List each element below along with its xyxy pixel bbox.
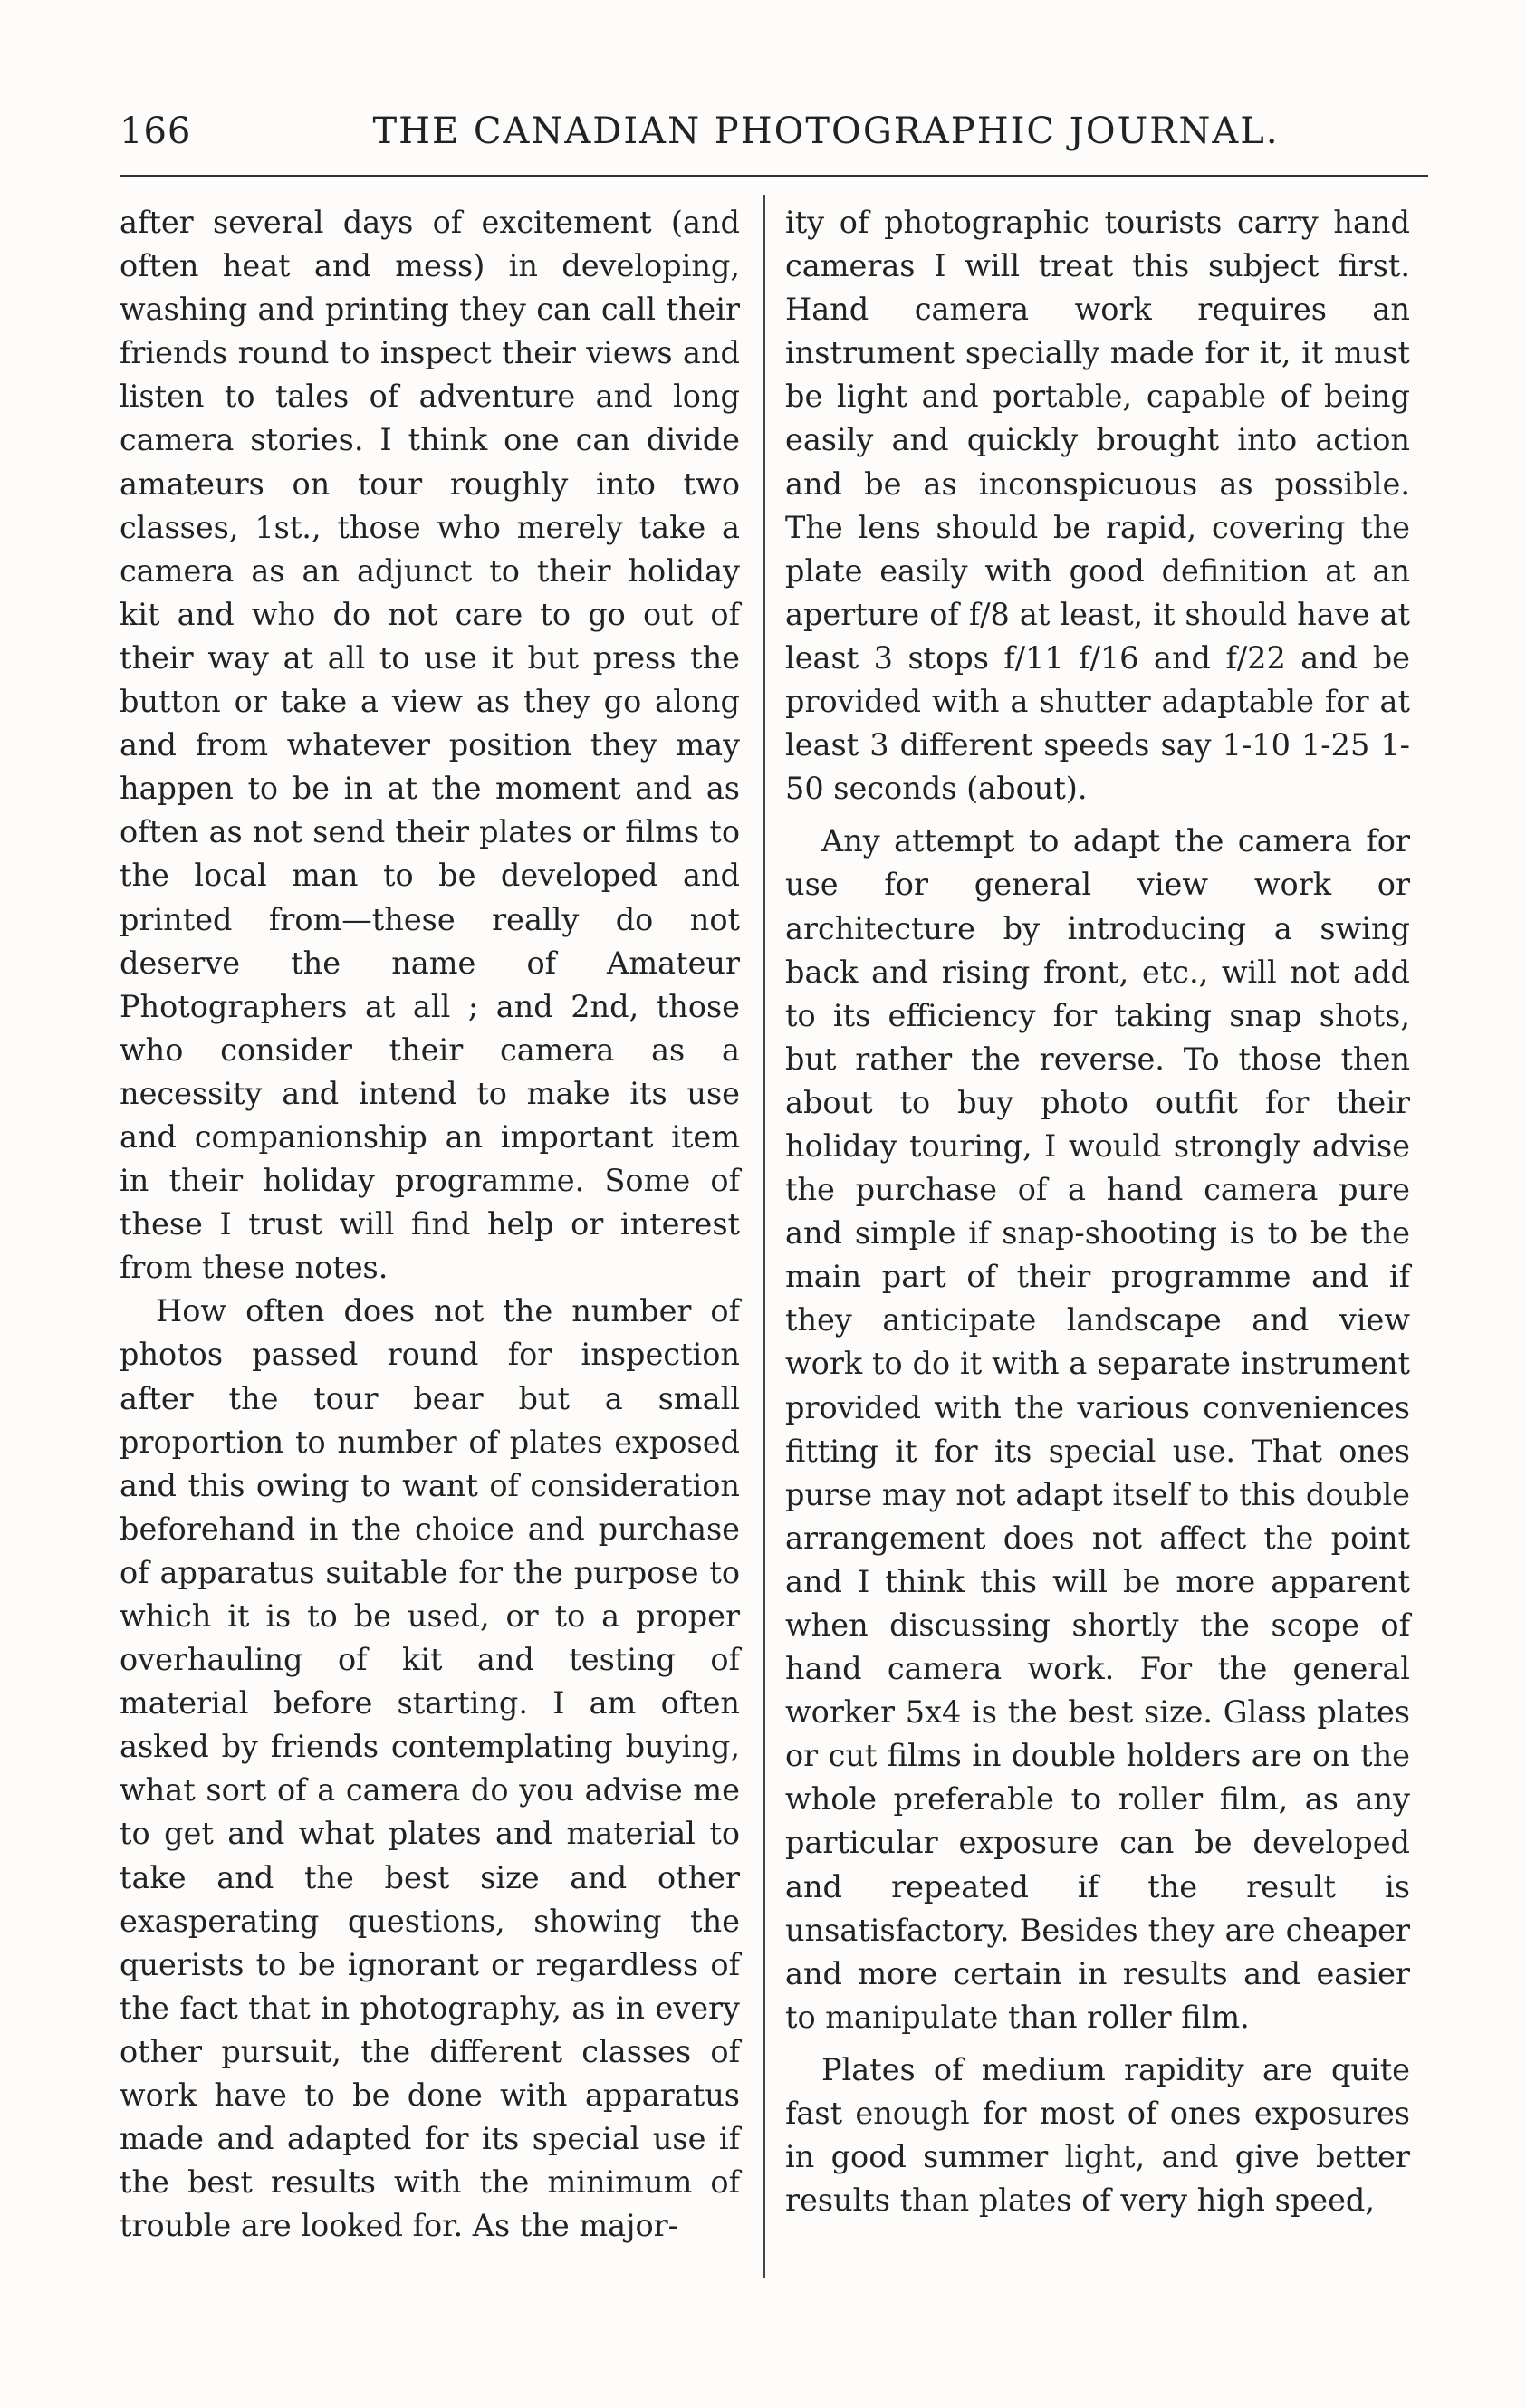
right-paragraph-3: Plates of medium rapidity are quite fast enough for most of ones exposures in good summer light, and give better results than plates of very high speed, bbox=[785, 2051, 1410, 2219]
left-paragraph-2: How often does not the number of photos passed round for inspection after the tour bear but a small proportion to number of plates exposed and this owing to want of consideration beforehand in the choice and purchase of apparatus suitable for the purpose to which it is to be used, or to a proper overhauling of kit and testing of material before starting. I am often asked by friends contemplating buying, what sort of a camera do you advise me to get and what plates and material to take and the best size and other exasperating questions, showing the querists to be ignorant or regardless of the fact that in photography, as in every other pursuit, the different classes of work have to be done with apparatus made and adapted for its special use if the best results with the minimum of trouble are looked for. As the major- bbox=[120, 1293, 740, 2244]
page-number: 166 bbox=[120, 110, 192, 152]
right-column bbox=[785, 201, 1410, 2222]
right-paragraph-1: ity of photographic tourists carry hand cameras I will treat this subject first. Hand camera work requires an instrument specially made for it, it must be light and portable, capable of being easily and quickly brought into action and be as inconspicuous as possible. The lens should be rapid, covering the plate easily with good definition at an aperture of f/8 at least, it should have at least 3 stops f/11 f/16 and f/22 and be provided with a shutter adaptable for at least 3 different speeds say 1-10 1-25 1-50 seconds (about). bbox=[785, 205, 1410, 807]
running-title: THE CANADIAN PHOTOGRAPHIC JOURNAL. bbox=[372, 110, 1280, 152]
right-paragraph-2: Any attempt to adapt the camera for use for general view work or architecture by introducing a swing back and rising front, etc., will not add to its efficiency for taking snap shots, but rather the reverse. To those then about to buy photo outfit for their holiday touring, I would strongly advise the purchase of a hand camera pure and simple if snap-shooting is to be the main part of their programme and if they anticipate landscape and view work to do it with a separate instrument provided with the various conveniences fitting it for its special use. That ones purse may not adapt itself to this double arrangement does not affect the point and I think this will be more apparent when discussing shortly the scope of hand camera work. For the general worker 5x4 is the best size. Glass plates or cut films in double holders are on the whole preferable to roller film, as any particular exposure can be developed and repeated if the result is unsatisfactory. Besides they are cheaper and more certain in results and easier to manipulate than roller film. bbox=[785, 823, 1410, 2035]
left-column bbox=[120, 201, 740, 2248]
page-header bbox=[120, 110, 1428, 165]
header-rule bbox=[120, 175, 1428, 177]
left-paragraph-1: after several days of excitement (and often heat and mess) in developing, washing and printing they can call their friends round to inspect their views and listen to tales of adventure and long camera stories. I think one can divide amateurs on tour roughly into two classes, 1st., those who merely take a camera as an adjunct to their holiday kit and who do not care to go out of their way at all to use it but press the button or take a view as they go along and from whatever position they may happen to be in at the moment and as often as not send their plates or films to the local man to be developed and printed from—these really do not deserve the name of Amateur Photographers at all ; and 2nd, those who consider their camera as a necessity and intend to make its use and companionship an important item in their holiday programme. Some of these I trust will find help or interest from these notes. bbox=[120, 205, 740, 1286]
column-divider bbox=[763, 195, 765, 2278]
